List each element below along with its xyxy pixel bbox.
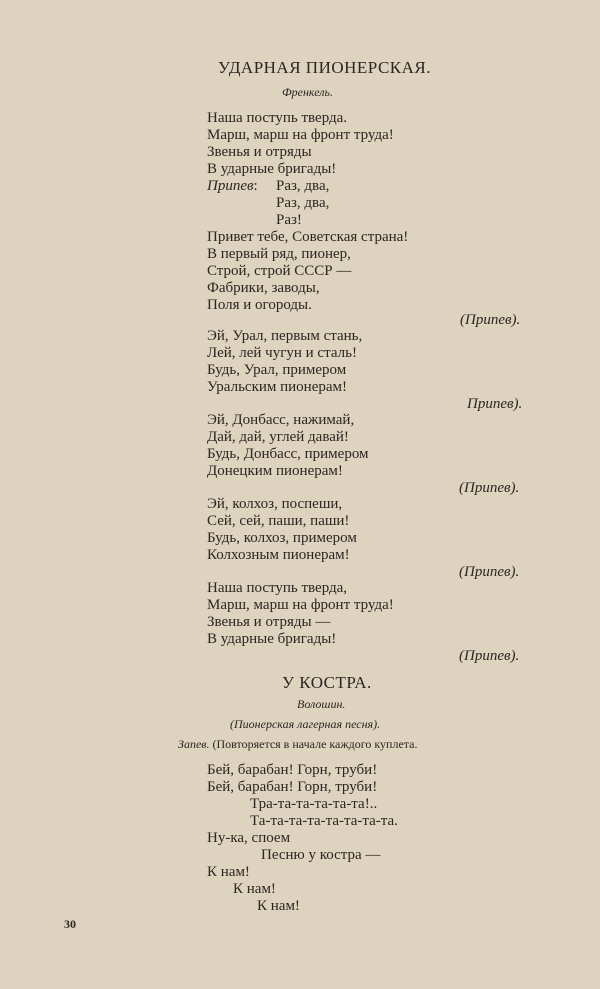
chorus-line: Раз, два, bbox=[276, 178, 330, 194]
verse-line: Тра-та-та-та-та-та!.. bbox=[250, 796, 378, 812]
refrain-marker: (Припев). bbox=[459, 564, 520, 580]
chorus-colon: : bbox=[253, 178, 258, 194]
verse-line: Песню у костра — bbox=[261, 847, 381, 863]
page-number: 30 bbox=[64, 917, 76, 931]
song-author: Френкель. bbox=[282, 85, 333, 99]
chorus-line: Раз, два, bbox=[276, 195, 330, 211]
verse-line: В ударные бригады! bbox=[207, 631, 337, 647]
verse-line: Дай, дай, углей давай! bbox=[207, 429, 349, 445]
refrain-marker: (Припев). bbox=[460, 312, 521, 328]
song-title: УДАРНАЯ ПИОНЕРСКАЯ. bbox=[218, 58, 431, 77]
zapev-note bbox=[178, 737, 418, 752]
verse-line: Сей, сей, паши, паши! bbox=[207, 513, 350, 529]
song-title: У КОСТРА. bbox=[282, 673, 372, 692]
verse-line: К нам! bbox=[207, 864, 250, 880]
verse-line: К нам! bbox=[233, 881, 276, 897]
refrain-marker: (Припев). bbox=[459, 480, 520, 496]
verse-line: Привет тебе, Советская страна! bbox=[207, 229, 409, 245]
verse-line: Марш, марш на фронт труда! bbox=[207, 127, 394, 143]
verse-line: Ну-ка, споем bbox=[207, 830, 291, 846]
verse-line: Та-та-та-та-та-та-та-та. bbox=[250, 813, 398, 829]
verse-line: Бей, барабан! Горн, труби! bbox=[207, 762, 378, 778]
verse-line: Звенья и отряды — bbox=[207, 614, 331, 630]
zapev-text: (Повторяется в начале каждого куплета. bbox=[209, 737, 418, 751]
verse-line: Эй, Донбасс, нажимай, bbox=[207, 412, 355, 428]
chorus-line: Раз! bbox=[276, 212, 302, 228]
verse-line: Поля и огороды. bbox=[207, 297, 312, 313]
verse-line: К нам! bbox=[257, 898, 300, 914]
refrain-marker: (Припев). bbox=[459, 648, 520, 664]
verse-line: Колхозным пионерам! bbox=[207, 547, 350, 563]
verse-line: Донецким пионерам! bbox=[207, 463, 343, 479]
verse-line: Эй, колхоз, поспеши, bbox=[207, 496, 343, 512]
zapev-label: Запев. bbox=[178, 737, 210, 751]
chorus-label-text: Припев bbox=[207, 178, 254, 194]
verse-line: Наша поступь тверда. bbox=[207, 110, 348, 126]
verse-line: Фабрики, заводы, bbox=[207, 280, 320, 296]
song-author: Волошин. bbox=[297, 697, 346, 711]
verse-line: Наша поступь тверда, bbox=[207, 580, 348, 596]
verse-line: Будь, Донбасс, примером bbox=[207, 446, 369, 462]
verse-line: Будь, колхоз, примером bbox=[207, 530, 357, 546]
verse-line: Звенья и отряды bbox=[207, 144, 312, 160]
song-subtitle: (Пионерская лагерная песня). bbox=[230, 717, 381, 731]
verse-line: Уральским пионерам! bbox=[207, 379, 348, 395]
verse-line: В первый ряд, пионер, bbox=[207, 246, 351, 262]
verse-line: Строй, строй СССР — bbox=[207, 263, 352, 279]
chorus-label bbox=[207, 178, 258, 195]
verse-line: Эй, Урал, первым стань, bbox=[207, 328, 363, 344]
verse-line: Марш, марш на фронт труда! bbox=[207, 597, 394, 613]
verse-line: В ударные бригады! bbox=[207, 161, 337, 177]
verse-line: Бей, барабан! Горн, труби! bbox=[207, 779, 378, 795]
refrain-marker: Припев). bbox=[467, 396, 523, 412]
verse-line: Лей, лей чугун и сталь! bbox=[207, 345, 357, 361]
verse-line: Будь, Урал, примером bbox=[207, 362, 347, 378]
